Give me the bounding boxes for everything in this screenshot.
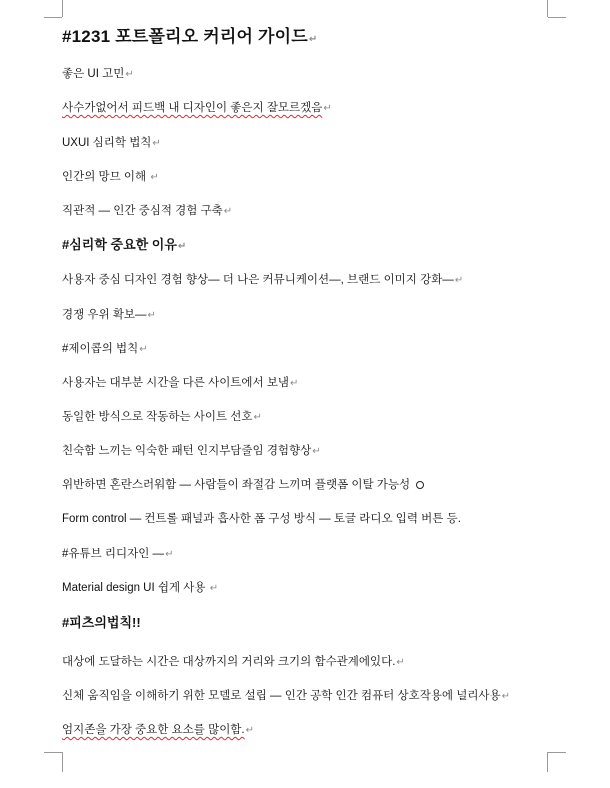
text-line[interactable]: #유튜브 리디자인 —↵ <box>62 548 174 560</box>
paragraph-mark-icon: ↵ <box>139 344 148 355</box>
paragraph-mark-icon: ↵ <box>454 275 464 286</box>
circle-icon <box>416 481 424 489</box>
crop-mark-bottom-right-v <box>547 752 548 772</box>
paragraph-mark-icon: ↵ <box>147 310 156 321</box>
text-line[interactable]: Material design UI 쉽게 사용 ↵ <box>62 582 219 594</box>
paragraph-mark-icon: ↵ <box>396 657 405 668</box>
text-line[interactable]: 경쟁 우위 확보—↵ <box>62 309 156 321</box>
crop-mark-top-right-h <box>548 17 566 18</box>
text-line[interactable]: Form control — 컨트롤 패널과 흡사한 폼 구성 방식 — 토글 라디오 입력 버튼 등. <box>62 513 461 525</box>
text-line[interactable]: 사수가없어서 피드백 내 디자인이 좋은지 잘모르겠음↵ <box>62 102 332 114</box>
document-title[interactable]: #1231 포트폴리오 커리어 가이드↵ <box>62 27 318 46</box>
text-line[interactable]: 대상에 도달하는 시간은 대상까지의 거리와 크기의 함수관계에있다.↵ <box>62 656 405 668</box>
paragraph-mark-icon: ↵ <box>501 691 511 702</box>
text-line[interactable]: 좋은 UI 고민↵ <box>62 68 134 80</box>
text-line[interactable]: 사용자 중심 디자인 경험 향상— 더 나은 커뮤니케이션—, 브랜드 이미지 강화—↵ <box>62 274 464 286</box>
section-heading[interactable]: #피츠의법칙!! <box>62 615 141 630</box>
paragraph-mark-icon: ↵ <box>165 549 174 560</box>
text-line[interactable]: 동일한 방식으로 작동하는 사이트 선호↵ <box>62 411 262 423</box>
paragraph-mark-icon: ↵ <box>177 241 187 252</box>
crop-mark-top-right-v <box>547 0 548 17</box>
paragraph-mark-icon: ↵ <box>290 378 299 389</box>
crop-mark-top-left-h <box>44 17 62 18</box>
text-line[interactable]: 위반하면 혼란스러워함 — 사람들이 좌절감 느끼며 플랫폼 이탈 가능성 <box>62 477 424 493</box>
crop-mark-bottom-left-v <box>62 752 63 772</box>
text-line[interactable]: UXUI 심리학 법칙↵ <box>62 137 161 149</box>
paragraph-mark-icon: ↵ <box>312 446 321 457</box>
text-line[interactable]: 사용자는 대부분 시간을 다른 사이트에서 보냄↵ <box>62 377 299 389</box>
text-line[interactable]: 엄지존을 가장 중요한 요소를 많이함.↵ <box>62 724 254 736</box>
text-line[interactable]: 직관적 — 인간 중심적 경험 구축↵ <box>62 205 233 217</box>
paragraph-mark-icon: ↵ <box>245 725 254 736</box>
crop-mark-bottom-right-h <box>548 752 566 753</box>
paragraph-mark-icon: ↵ <box>125 69 134 80</box>
paragraph-mark-icon: ↵ <box>323 103 332 114</box>
paragraph-mark-icon: ↵ <box>223 206 233 217</box>
paragraph-mark-icon: ↵ <box>308 34 318 45</box>
paragraph-mark-icon: ↵ <box>253 412 262 423</box>
text-line[interactable]: #제이콥의 법칙↵ <box>62 343 148 355</box>
text-line[interactable]: 신체 움직임을 이해하기 위한 모델로 설립 — 인간 공학 인간 컴퓨터 상호작용에 널리사용↵ <box>62 690 511 702</box>
crop-mark-bottom-left-h <box>44 752 62 753</box>
crop-mark-top-left-v <box>62 0 63 17</box>
text-line[interactable]: 인간의 망므 이해 ↵ <box>62 171 159 183</box>
paragraph-mark-icon: ↵ <box>209 583 219 594</box>
text-line[interactable]: 친숙함 느끼는 익숙한 패턴 인지부담줄임 경험향상↵ <box>62 445 321 457</box>
paragraph-mark-icon: ↵ <box>150 172 159 183</box>
paragraph-mark-icon: ↵ <box>152 138 161 149</box>
section-heading[interactable]: #심리학 중요한 이유↵ <box>62 237 187 252</box>
